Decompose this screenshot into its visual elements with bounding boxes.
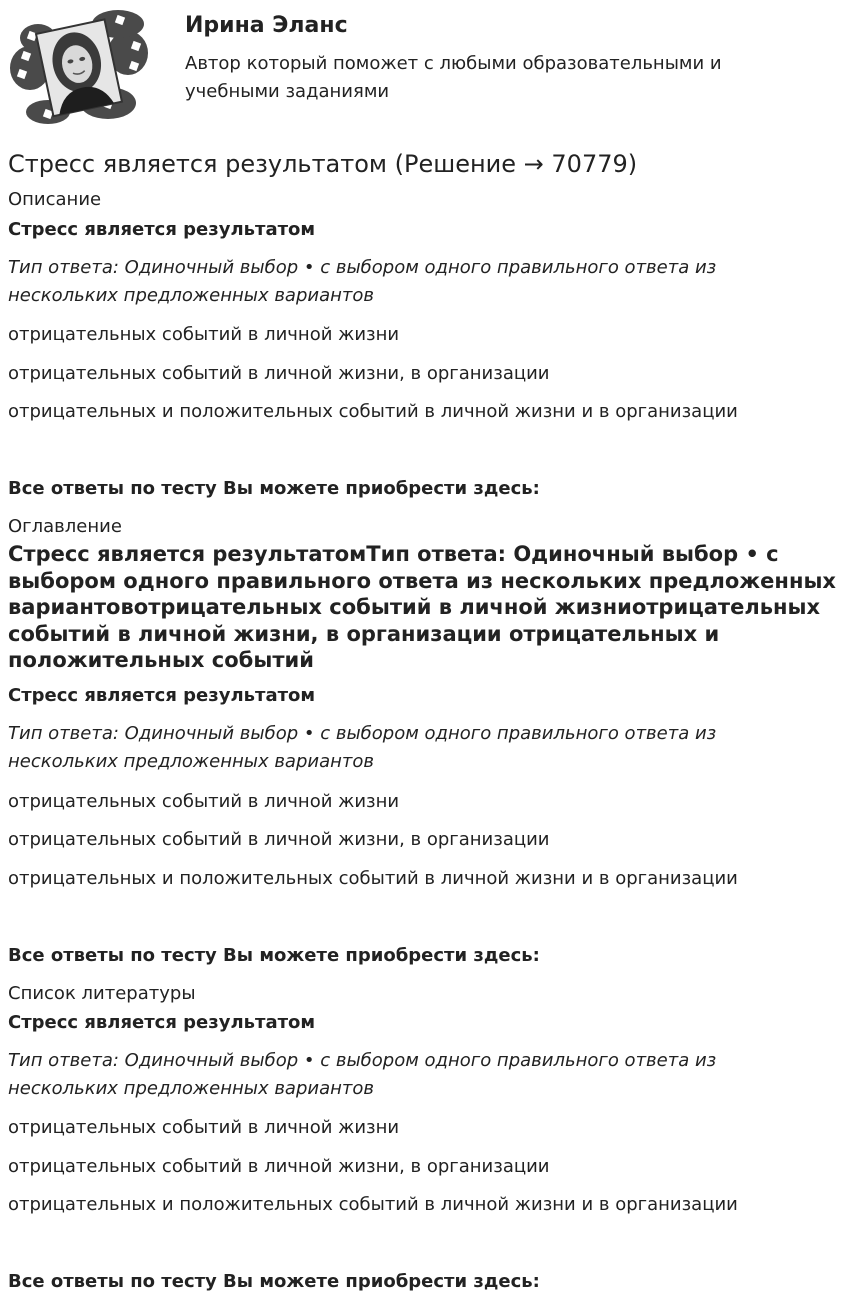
references-buy-link[interactable]: Все ответы по тесту Вы можете приобрести здесь: [8,1271,540,1292]
description-label: Описание [8,189,102,210]
toc-buy-link[interactable]: Все ответы по тесту Вы можете приобрести здесь: [8,945,540,966]
avatar-film-frame-icon [8,8,150,126]
references-answer-type: Тип ответа: Одиночный выбор • с выбором одного правильного ответа из нескольких предложенных вариантов [8,1050,717,1099]
references-label: Список литературы [8,983,196,1004]
description-option-3: отрицательных и положительных событий в личной жизни и в организации [8,401,738,422]
description-answer-type: Тип ответа: Одиночный выбор • с выбором одного правильного ответа из нескольких предложенных вариантов [8,257,717,306]
author-avatar[interactable] [8,8,150,126]
toc-answer-type: Тип ответа: Одиночный выбор • с выбором одного правильного ответа из нескольких предложенных вариантов [8,723,717,772]
toc-question: Стресс является результатом [8,685,316,706]
references-option-2: отрицательных событий в личной жизни, в организации [8,1156,550,1177]
description-buy-link[interactable]: Все ответы по тесту Вы можете приобрести здесь: [8,478,540,499]
toc-option-3: отрицательных и положительных событий в личной жизни и в организации [8,868,738,889]
page-title: Стресс является результатом (Решение → 70779) [8,150,638,178]
author-header [0,0,847,130]
references-option-3: отрицательных и положительных событий в личной жизни и в организации [8,1194,738,1215]
toc-label: Оглавление [8,516,122,537]
toc-heading: Стресс является результатомТип ответа: Одиночный выбор • с выбором одного правильного ответа из нескольких предложенных вариантовотрицательных событий в личной жизниотрицательных событий в личной жизни, в организации отрицательных и положительных событий [8,542,836,672]
description-option-1: отрицательных событий в личной жизни [8,324,400,345]
description-option-2: отрицательных событий в личной жизни, в организации [8,363,550,384]
references-question: Стресс является результатом [8,1012,316,1033]
toc-option-2: отрицательных событий в личной жизни, в организации [8,829,550,850]
references-option-1: отрицательных событий в личной жизни [8,1117,400,1138]
description-question: Стресс является результатом [8,219,316,240]
author-name[interactable]: Ирина Эланс [185,13,348,38]
author-description: Автор который поможет с любыми образовательными и учебными заданиями [185,53,722,102]
toc-option-1: отрицательных событий в личной жизни [8,791,400,812]
